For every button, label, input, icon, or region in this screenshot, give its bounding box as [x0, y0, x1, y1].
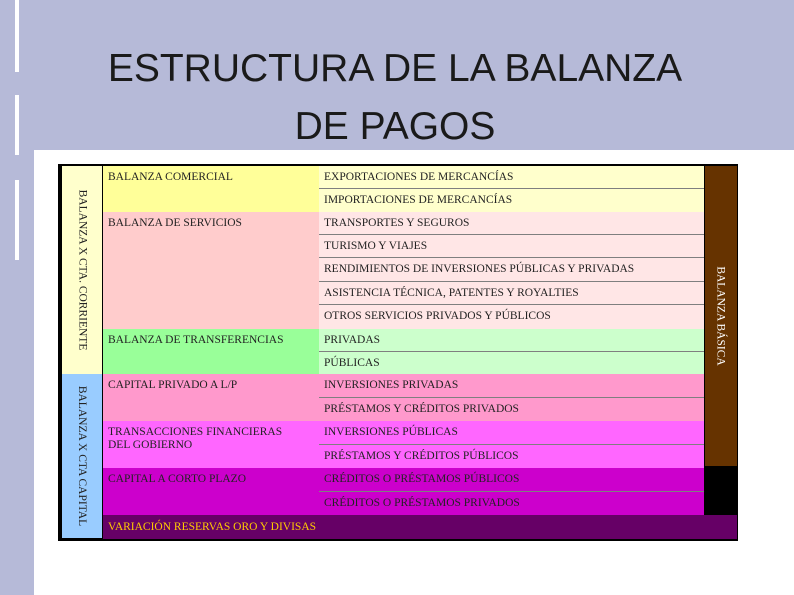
category-capital-corto-plazo: CAPITAL A CORTO PLAZO — [103, 468, 319, 515]
title-line-2: DE PAGOS — [294, 105, 496, 148]
item-inversiones-publicas: INVERSIONES PÚBLICAS — [319, 421, 704, 445]
item-rendimientos: RENDIMIENTOS DE INVERSIONES PÚBLICAS Y PRIVADAS — [319, 258, 704, 282]
row-variacion-reservas: VARIACIÓN RESERVAS ORO Y DIVISAS — [103, 515, 737, 539]
item-privadas: PRIVADAS — [319, 329, 704, 352]
item-turismo: TURISMO Y VIAJES — [319, 235, 704, 258]
decor-bar-3 — [15, 180, 19, 260]
item-exportaciones: EXPORTACIONES DE MERCANCÍAS — [319, 166, 704, 189]
title-line-1: ESTRUCTURA DE LA BALANZA — [107, 47, 683, 90]
decor-bar-2 — [15, 95, 19, 155]
category-transacciones-gobierno: TRANSACCIONES FINANCIERAS DEL GOBIERNO — [103, 421, 319, 468]
item-transportes: TRANSPORTES Y SEGUROS — [319, 212, 704, 235]
item-creditos-privados: CRÉDITOS O PRÉSTAMOS PRIVADOS — [319, 492, 704, 515]
item-inversiones-privadas: INVERSIONES PRIVADAS — [319, 374, 704, 398]
item-creditos-publicos: CRÉDITOS O PRÉSTAMOS PÚBLICOS — [319, 468, 704, 492]
item-prestamos-privados: PRÉSTAMOS Y CRÉDITOS PRIVADOS — [319, 398, 704, 421]
page-title — [60, 40, 730, 156]
category-balanza-comercial: BALANZA COMERCIAL — [103, 166, 319, 212]
item-publicas: PÚBLICAS — [319, 352, 704, 374]
item-importaciones: IMPORTACIONES DE MERCANCÍAS — [319, 189, 704, 212]
label-balanza-basica: BALANZA BÁSICA — [705, 166, 737, 466]
item-asistencia: ASISTENCIA TÉCNICA, PATENTES Y ROYALTIES — [319, 282, 704, 305]
item-otros-servicios: OTROS SERVICIOS PRIVADOS Y PÚBLICOS — [319, 305, 704, 329]
category-balanza-servicios: BALANZA DE SERVICIOS — [103, 212, 319, 329]
category-capital-privado: CAPITAL PRIVADO A L/P — [103, 374, 319, 421]
decor-bar-1 — [15, 0, 19, 72]
label-cta-corriente: BALANZA X CTA. CORRIENTE — [62, 166, 102, 374]
category-balanza-transferencias: BALANZA DE TRANSFERENCIAS — [103, 329, 319, 374]
label-cta-capital: BALANZA X CTA CAPITAL — [62, 374, 102, 538]
item-prestamos-publicos: PRÉSTAMOS Y CRÉDITOS PÚBLICOS — [319, 445, 704, 468]
